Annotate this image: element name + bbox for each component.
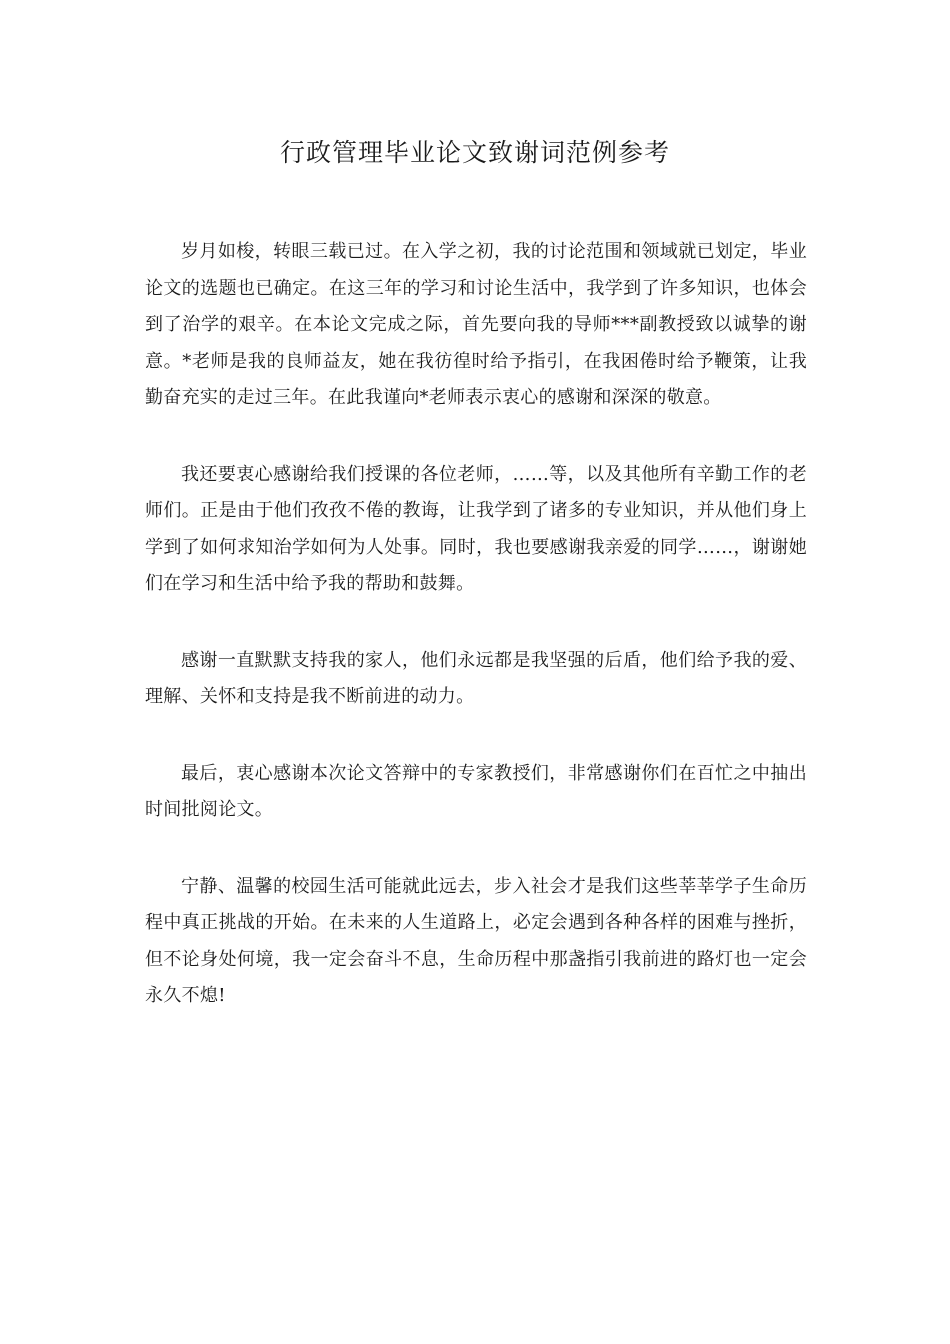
document-title: 行政管理毕业论文致谢词范例参考 (279, 138, 670, 167)
paragraph-2: 我还要衷心感谢给我们授课的各位老师，……等，以及其他所有辛勤工作的老师们。正是由于他们孜孜不倦的教诲，让我学到了诸多的专业知识，并从他们身上学到了如何求知治学如何为人处事。同时，我也要感谢我亲爱的同学……，谢谢她们在学习和生活中给予我的帮助和鼓舞。 (145, 463, 807, 594)
paragraph-1: 岁月如梭，转眼三载已过。在入学之初，我的讨论范围和领域就已划定，毕业论文的选题也已确定。在这三年的学习和讨论生活中，我学到了许多知识，也体会到了治学的艰辛。在本论文完成之际，首先要向我的导师***副教授致以诚挚的谢意。*老师是我的良师益友，她在我彷徨时给予指引，在我困倦时给予鞭策，让我勤奋充实的走过三年。在此我谨向*老师表示衷心的感谢和深深的敬意。 (145, 241, 807, 408)
document-body (145, 234, 807, 1055)
paragraph-4: 最后，衷心感谢本次论文答辩中的专家教授们，非常感谢你们在百忙之中抽出时间批阅论文。 (145, 762, 807, 820)
paragraph-5: 宁静、温馨的校园生活可能就此远去，步入社会才是我们这些莘莘学子生命历程中真正挑战的开始。在未来的人生道路上，必定会遇到各种各样的困难与挫折，但不论身处何境，我一定会奋斗不息，生命历程中那盏指引我前进的路灯也一定会永久不熄! (145, 875, 807, 1006)
paragraph-3: 感谢一直默默支持我的家人，他们永远都是我坚强的后盾，他们给予我的爱、理解、关怀和支持是我不断前进的动力。 (145, 649, 807, 707)
